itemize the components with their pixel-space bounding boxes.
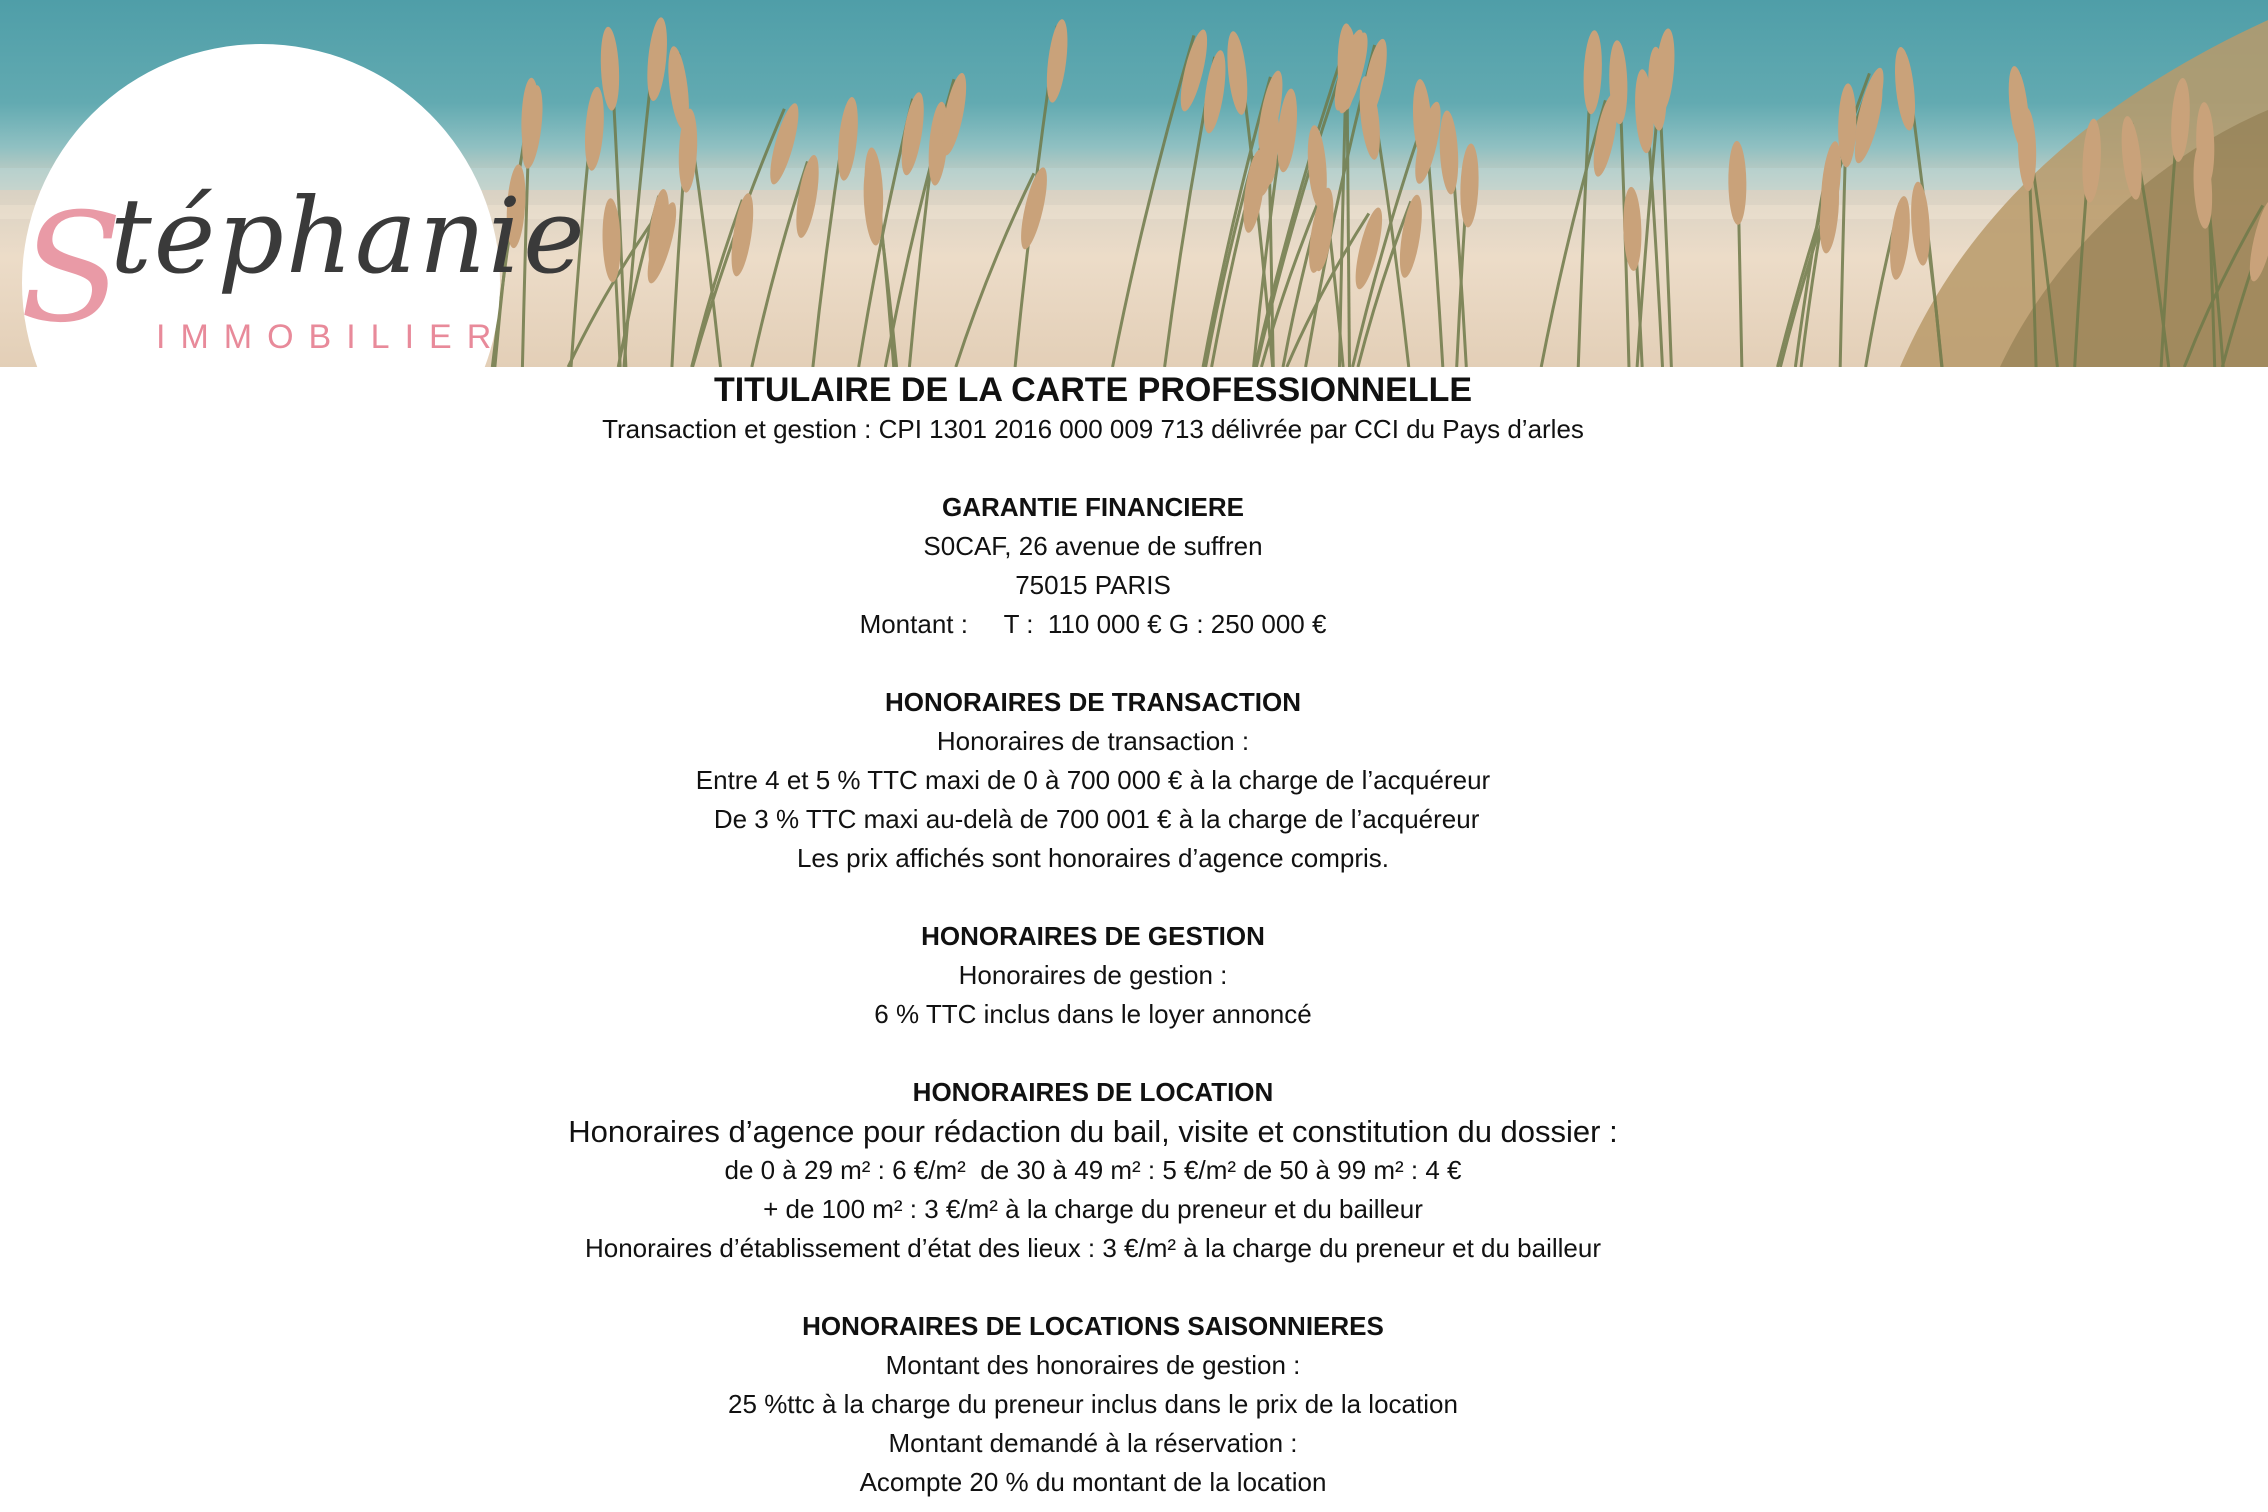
saisonnieres-title: HONORAIRES DE LOCATIONS SAISONNIERES [802, 1311, 1384, 1341]
grass-seed-head [583, 86, 607, 171]
location-title: HONORAIRES DE LOCATION [912, 1077, 1274, 1107]
saisonnieres-line: Acompte 20 % du montant de la location [859, 1467, 1327, 1497]
garantie-title: GARANTIE FINANCIERE [942, 492, 1244, 522]
garantie-city: 75015 PARIS [1015, 570, 1171, 600]
location-line: + de 100 m² : 3 €/m² à la charge du preneur et du bailleur [763, 1194, 1423, 1224]
transaction-line: Entre 4 et 5 % TTC maxi de 0 à 700 000 € à la charge de l’acquéreur [695, 765, 1491, 795]
header-banner [0, 0, 2268, 367]
transaction-line: Honoraires de transaction : [936, 726, 1250, 756]
logo-subtitle: IMMOBILIER [156, 318, 507, 356]
garantie-address: S0CAF, 26 avenue de suffren [923, 531, 1263, 561]
grass-seed-head [1909, 181, 1932, 266]
grass-seed-head [1582, 30, 1604, 115]
grass-stem [1358, 201, 1411, 367]
grass-stem [956, 173, 1034, 367]
transaction-line: De 3 % TTC maxi au-delà de 700 001 € à la charge de l’acquéreur [706, 804, 1480, 834]
saisonnieres-line: Montant des honoraires de gestion : [885, 1350, 1301, 1380]
grass-seed-head [897, 91, 928, 177]
carte-line: Transaction et gestion : CPI 1301 2016 000 009 713 délivrée par CCI du Pays d’arles [602, 414, 1584, 444]
transaction-title: HONORAIRES DE TRANSACTION [884, 687, 1301, 717]
gestion-title: HONORAIRES DE GESTION [921, 921, 1265, 951]
grass-seed-head [644, 17, 670, 102]
location-line: Honoraires d’établissement d’état des lieux : 3 €/m² à la charge du preneur et du bailleur [584, 1233, 1602, 1263]
grass-stem [1113, 35, 1194, 367]
gestion-line: 6 % TTC inclus dans le loyer annoncé [874, 999, 1312, 1029]
location-line: Honoraires d’agence pour rédaction du bail, visite et constitution du dossier : [568, 1114, 1618, 1149]
garantie-amount: Montant : T : 110 000 € G : 250 000 € [859, 609, 1327, 639]
transaction-line: Les prix affichés sont honoraires d’agence compris. [796, 843, 1390, 873]
location-line: de 0 à 29 m² : 6 €/m² de 30 à 49 m² : 5 €/m² de 50 à 99 m² : 4 € [724, 1155, 1462, 1185]
logo-initial: S [20, 182, 123, 356]
logo-script-text: téphanie [110, 175, 587, 297]
grass-seed-head [727, 192, 757, 278]
gestion-line: Honoraires de gestion : [958, 960, 1228, 990]
saisonnieres-line: Montant demandé à la réservation : [888, 1428, 1298, 1458]
carte-title: TITULAIRE DE LA CARTE PROFESSIONNELLE [713, 371, 1473, 409]
saisonnieres-line: 25 %ttc à la charge du preneur inclus dans le prix de la location [728, 1389, 1458, 1419]
legal-notice [478, 370, 1708, 1502]
